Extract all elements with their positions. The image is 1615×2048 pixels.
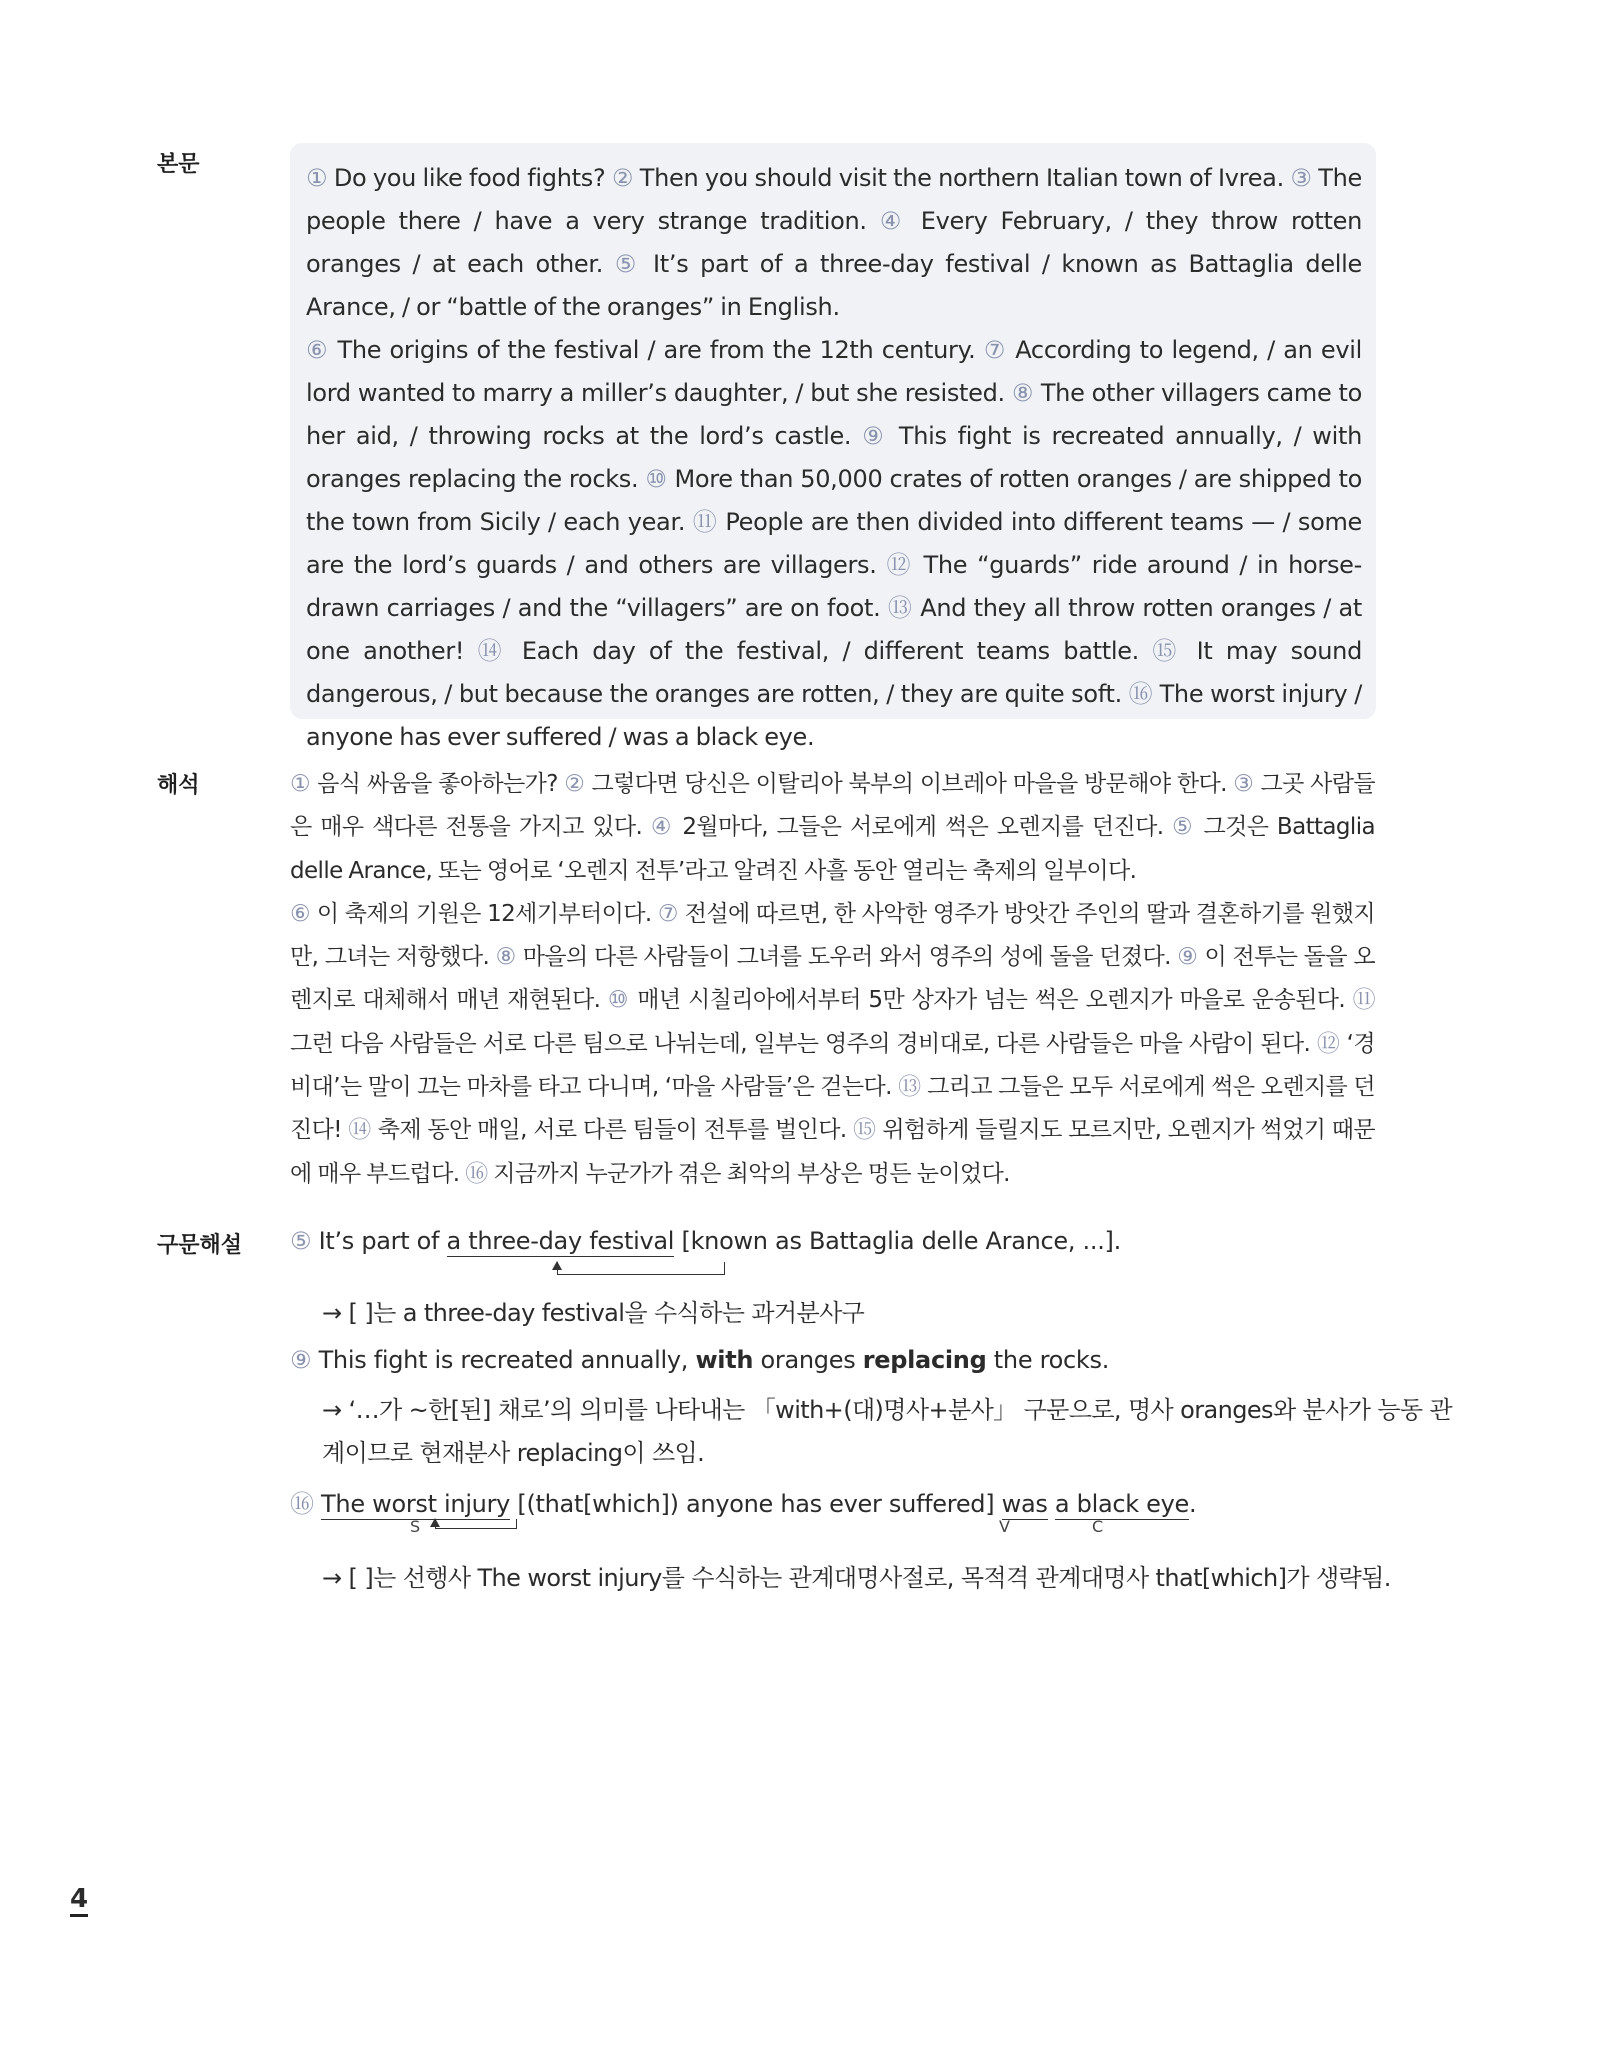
sentence-number: ⑪ <box>692 508 718 536</box>
relative-clause-arrow-line <box>435 1519 517 1529</box>
section-label-grammar: 구문해설 <box>157 1233 243 1258</box>
modifier-arrow-head <box>552 1261 562 1270</box>
grammar-text: It’s part of <box>318 1227 447 1255</box>
sentence-number: ① <box>306 164 328 192</box>
modifier-arrow-line <box>557 1262 725 1275</box>
translation-sentence: 그곳 사람들은 매우 색다른 전통을 가지고 있다. <box>290 771 1375 841</box>
translation-section <box>290 763 1375 1196</box>
grammar-note-16: → [ ]는 선행사 The worst injury를 수식하는 관계대명사절로, 목적격 관계대명사 that[which]가 생략됨. <box>322 1564 1391 1592</box>
sentence-number: ⑯ <box>290 1490 314 1518</box>
original-sentence: The origins of the festival / are from the 12th century. <box>329 336 976 364</box>
complement-tag: C <box>1092 1517 1104 1536</box>
sentence-number: ⑨ <box>1177 944 1199 971</box>
original-sentence: This fight is recreated annually, / with oranges replacing the rocks. <box>306 422 1362 493</box>
translation-sentence: 매년 시칠리아에서부터 5만 상자가 넘는 썩은 오렌지가 마을로 운송된다. <box>629 987 1346 1014</box>
original-sentence: More than 50,000 crates of rotten oranges / are shipped to the town from Sicily / each year. <box>306 465 1362 536</box>
grammar-item-5 <box>290 1227 1121 1255</box>
section-label-original: 본문 <box>157 152 200 177</box>
sentence-number: ⑩ <box>607 987 630 1014</box>
grammar-note-9-line1: → ‘…가 ~한[된] 채로’의 의미를 나타내는 「with+(대)명사+분사」 구문으로, 명사 oranges와 분사가 능동 관 <box>322 1396 1453 1424</box>
grammar-text: This fight is recreated annually, <box>318 1346 696 1374</box>
original-sentence: Do you like food fights? <box>327 164 606 192</box>
sentence-number: ⑫ <box>886 551 914 579</box>
modified-noun: a three-day festival <box>446 1227 675 1255</box>
translation-sentence: 2월마다, 그들은 서로에게 썩은 오렌지를 던진다. <box>673 814 1164 841</box>
sentence-number: ⑫ <box>1316 1030 1341 1057</box>
translation-sentence: 지금까지 누군가가 겪은 최악의 부상은 멍든 눈이었다. <box>487 1160 1010 1187</box>
sentence-number: ⑭ <box>348 1117 372 1144</box>
sentence-number: ⑦ <box>983 336 1007 364</box>
sentence-number: ⑨ <box>290 1346 312 1374</box>
verb-tag: V <box>999 1517 1010 1536</box>
translation-sentence: 그리고 그들은 모두 서로에게 썩은 오렌지를 던진다! <box>290 1074 1375 1144</box>
subject-tag: S <box>410 1517 421 1536</box>
grammar-text: . <box>1189 1490 1197 1518</box>
translation-sentence: 음식 싸움을 좋아하는가? <box>310 771 558 797</box>
translation-sentence: 그렇다면 당신은 이탈리아 북부의 이브레아 마을을 방문해야 한다. <box>585 771 1227 797</box>
sentence-number: ② <box>611 164 634 192</box>
original-sentence: It’s part of a three-day festival / known as Battaglia delle Arance, / or “battle of the oranges” in English. <box>306 250 1363 321</box>
grammar-item-16 <box>290 1484 1196 1519</box>
original-sentence: People are then divided into different teams — / some are the lord’s guards / and others are villagers. <box>306 508 1362 579</box>
original-sentence: It may sound dangerous, / but because the oranges are rotten, / they are quite soft. <box>306 637 1363 708</box>
sentence-number: ⑥ <box>306 336 330 364</box>
original-sentence: Then you should visit the northern Italian town of Ivrea. <box>633 164 1284 192</box>
original-sentence: And they all throw rotten oranges / at one another! <box>306 594 1362 665</box>
sentence-number: ⑥ <box>290 900 311 927</box>
original-sentence: The “guards” ride around / in horse-drawn carriages / and the “villagers” are on foot. <box>306 551 1362 622</box>
translation-sentence: 이 전투는 돌을 오렌지로 대체해서 매년 재현된다. <box>290 944 1376 1014</box>
subject: The worst injury <box>321 1490 511 1518</box>
original-sentence: Every February, / they throw rotten oranges / at each other. <box>306 207 1362 278</box>
translation-sentence: 전설에 따르면, 한 사악한 영주가 방앗간 주인의 딸과 결혼하기를 원했지만, 그녀는 저항했다. <box>290 900 1376 971</box>
sentence-number: ⑤ <box>614 250 642 278</box>
modifier-phrase: [known as Battaglia delle Arance, ...]. <box>681 1227 1121 1255</box>
sentence-number: ⑧ <box>1011 379 1034 407</box>
complement: a black eye <box>1054 1490 1190 1518</box>
bold-keyword: replacing <box>862 1346 987 1374</box>
translation-passage <box>290 763 1375 1196</box>
original-sentence: The other villagers came to her aid, / throwing rocks at the lord’s castle. <box>306 379 1362 450</box>
sentence-number: ④ <box>879 207 908 235</box>
sentence-number: ⑤ <box>1172 814 1195 841</box>
sentence-number: ② <box>564 771 586 797</box>
section-label-translation: 해석 <box>157 773 200 798</box>
sentence-number: ① <box>290 771 311 797</box>
sentence-number: ⑤ <box>290 1227 312 1255</box>
translation-sentence: ‘경비대’는 말이 끄는 마차를 타고 다니며, ‘마을 사람들’은 걷는다. <box>290 1030 1376 1101</box>
sentence-number: ⑪ <box>1352 987 1375 1014</box>
sentence-number: ⑮ <box>1152 637 1184 665</box>
original-sentence: According to legend, / an evil lord wanted to marry a miller’s daughter, / but she resisted. <box>306 336 1362 407</box>
original-sentence: Each day of the festival, / different teams battle. <box>508 637 1140 665</box>
translation-sentence: 그것은 Battaglia delle Arance, 또는 영어로 ‘오렌지 전투’라고 알려진 사흘 동안 열리는 축제의 일부이다. <box>290 814 1375 884</box>
sentence-number: ④ <box>650 814 674 841</box>
relative-clause-arrow-head <box>430 1518 440 1527</box>
original-sentence: The people there / have a very strange tradition. <box>306 164 1362 235</box>
bold-keyword: with <box>695 1346 754 1374</box>
translation-sentence: 이 축제의 기원은 12세기부터이다. <box>310 900 652 927</box>
translation-sentence: 마을의 다른 사람들이 그녀를 도우러 와서 영주의 성에 돌을 던졌다. <box>516 944 1171 971</box>
sentence-number: ⑧ <box>495 944 517 971</box>
sentence-number: ⑬ <box>887 594 913 622</box>
original-passage <box>306 157 1362 759</box>
sentence-number: ⑨ <box>862 422 888 450</box>
original-text-box <box>290 143 1376 751</box>
page-number: 4 <box>70 1886 88 1917</box>
sentence-number: ⑯ <box>465 1160 488 1187</box>
translation-sentence: 축제 동안 매일, 서로 다른 팀들이 전투를 벌인다. <box>371 1117 847 1144</box>
sentence-number: ⑯ <box>1128 680 1153 708</box>
sentence-number: ⑭ <box>477 637 509 665</box>
relative-clause: [(that[which]) anyone has ever suffered] <box>510 1490 1002 1518</box>
sentence-number: ③ <box>1233 771 1255 797</box>
grammar-item-9 <box>290 1346 1109 1374</box>
grammar-note-9-line2: 계이므로 현재분사 replacing이 쓰임. <box>322 1439 705 1467</box>
sentence-number: ⑮ <box>852 1117 877 1144</box>
translation-sentence: 위험하게 들릴지도 모르지만, 오렌지가 썩었기 때문에 매우 부드럽다. <box>290 1117 1375 1187</box>
sentence-number: ⑩ <box>645 465 668 493</box>
grammar-text: oranges <box>753 1346 863 1374</box>
original-sentence: The worst injury / anyone has ever suffered / was a black eye. <box>306 680 1362 751</box>
grammar-text: the rocks. <box>986 1346 1110 1374</box>
translation-sentence: 그런 다음 사람들은 서로 다른 팀으로 나뉘는데, 일부는 영주의 경비대로, 다른 사람들은 마을 사람이 된다. <box>290 1030 1311 1057</box>
sentence-number: ③ <box>1290 164 1312 192</box>
verb: was <box>1001 1490 1048 1518</box>
sentence-number: ⑬ <box>898 1074 921 1101</box>
sentence-number: ⑦ <box>657 900 679 927</box>
grammar-note-5: → [ ]는 a three-day festival을 수식하는 과거분사구 <box>322 1299 865 1327</box>
